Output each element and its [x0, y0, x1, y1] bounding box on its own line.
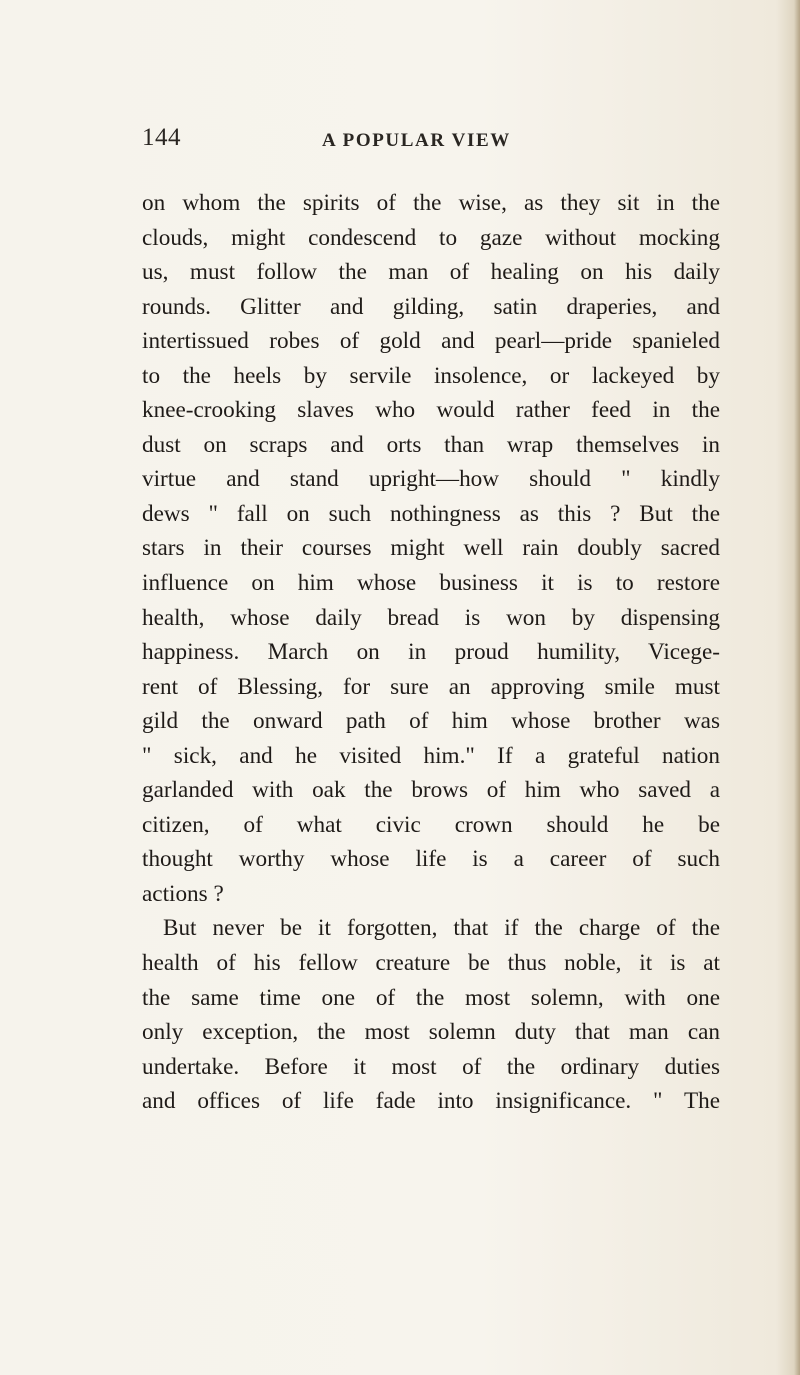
text-line: happiness. March on in proud humility, Vicege- [142, 639, 720, 666]
text-line: influence on him whose business it is to restore [142, 570, 720, 597]
text-line: rounds. Glitter and gilding, satin draperies, and [142, 293, 720, 320]
running-head [142, 124, 742, 156]
text-line: stars in their courses might well rain doubly sacred [142, 535, 720, 562]
text-line: " sick, and he visited him." If a grateful nation [142, 742, 720, 769]
text-line: gild the onward path of him whose brother was [142, 708, 720, 735]
text-line: and offices of life fade into insignificance. " The [142, 1088, 720, 1115]
page-edge-shadow [794, 0, 800, 1375]
text-line: garlanded with oak the brows of him who saved a [142, 777, 720, 804]
paragraph-end-line: actions ? [142, 880, 224, 907]
page-number: 144 [142, 124, 181, 151]
text-line: us, must follow the man of healing on his daily [142, 259, 720, 286]
text-line: intertissued robes of gold and pearl—pride spanieled [142, 328, 720, 355]
text-line: rent of Blessing, for sure an approving smile must [142, 673, 720, 700]
body-text [142, 186, 720, 1119]
text-line: health, whose daily bread is won by dispensing [142, 604, 720, 631]
text-line: citizen, of what civic crown should he be [142, 811, 720, 838]
text-line: undertake. Before it most of the ordinary duties [142, 1053, 720, 1080]
text-line: health of his fellow creature be thus noble, it is at [142, 950, 720, 977]
text-line: clouds, might condescend to gaze without mocking [142, 224, 720, 251]
text-line: knee-crooking slaves who would rather feed in the [142, 397, 720, 424]
text-line: on whom the spirits of the wise, as they sit in the [142, 190, 720, 216]
text-line: dews " fall on such nothingness as this ? But the [142, 500, 720, 527]
text-line: virtue and stand upright—how should " kindly [142, 466, 720, 493]
paragraph-start-line: But never be it forgotten, that if the charge of the [163, 915, 720, 942]
text-line: only exception, the most solemn duty that man can [142, 1019, 720, 1046]
running-title: A POPULAR VIEW [322, 130, 511, 151]
text-line: to the heels by servile insolence, or lackeyed by [142, 362, 720, 389]
text-line: thought worthy whose life is a career of such [142, 846, 720, 873]
text-line: the same time one of the most solemn, with one [142, 984, 720, 1011]
text-line: dust on scraps and orts than wrap themselves in [142, 431, 720, 458]
